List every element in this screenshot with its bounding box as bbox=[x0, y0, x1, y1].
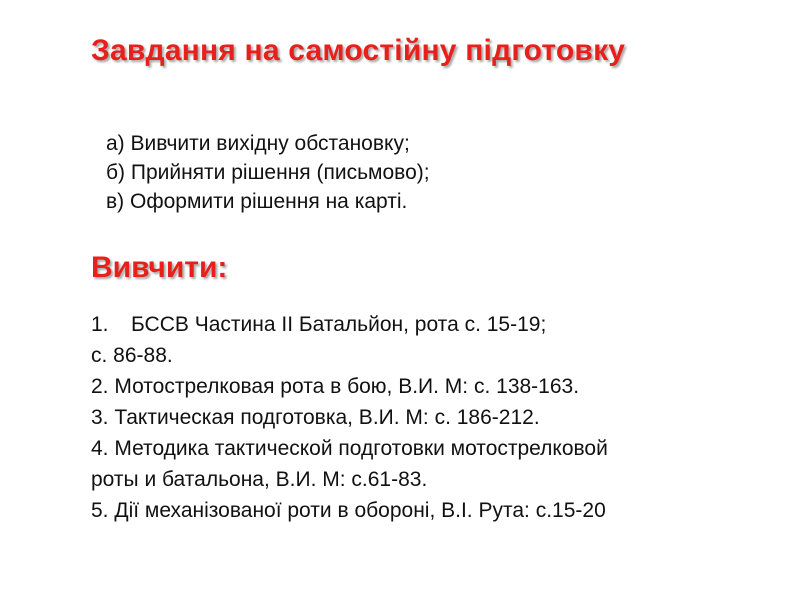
task-item-c: в) Оформити рішення на карті. bbox=[106, 190, 408, 213]
reference-item-2: 2. Мотострелковая рота в бою, В.И. М: с. 138-163. bbox=[91, 375, 580, 398]
reference-line: с. 86-88. bbox=[91, 344, 173, 367]
reference-line: роты и батальона, В.И. М: с.61-83. bbox=[91, 468, 428, 491]
reference-item-4: 4. Методика тактической подготовки мотострелковой bbox=[91, 437, 608, 460]
task-item-b: б) Прийняти рішення (письмово); bbox=[106, 161, 430, 184]
reference-item-5: 5. Дії механізованої роти в обороні, В.І. Рута: с.15-20 bbox=[91, 499, 606, 522]
page-title: Завдання на самостійну підготовку bbox=[91, 34, 626, 67]
reference-list bbox=[91, 309, 608, 526]
reference-item-3: 3. Тактическая подготовка, В.И. М: с. 186-212. bbox=[91, 406, 540, 429]
reference-text-1: БССВ Частина II Батальйон, рота с. 15-19; bbox=[131, 313, 547, 336]
task-list bbox=[106, 129, 430, 216]
reference-number-1: 1. bbox=[91, 313, 109, 336]
reference-item-1 bbox=[91, 309, 608, 340]
study-heading: Вивчити: bbox=[91, 251, 228, 284]
task-item-a: а) Вивчити вихідну обстановку; bbox=[106, 132, 410, 155]
